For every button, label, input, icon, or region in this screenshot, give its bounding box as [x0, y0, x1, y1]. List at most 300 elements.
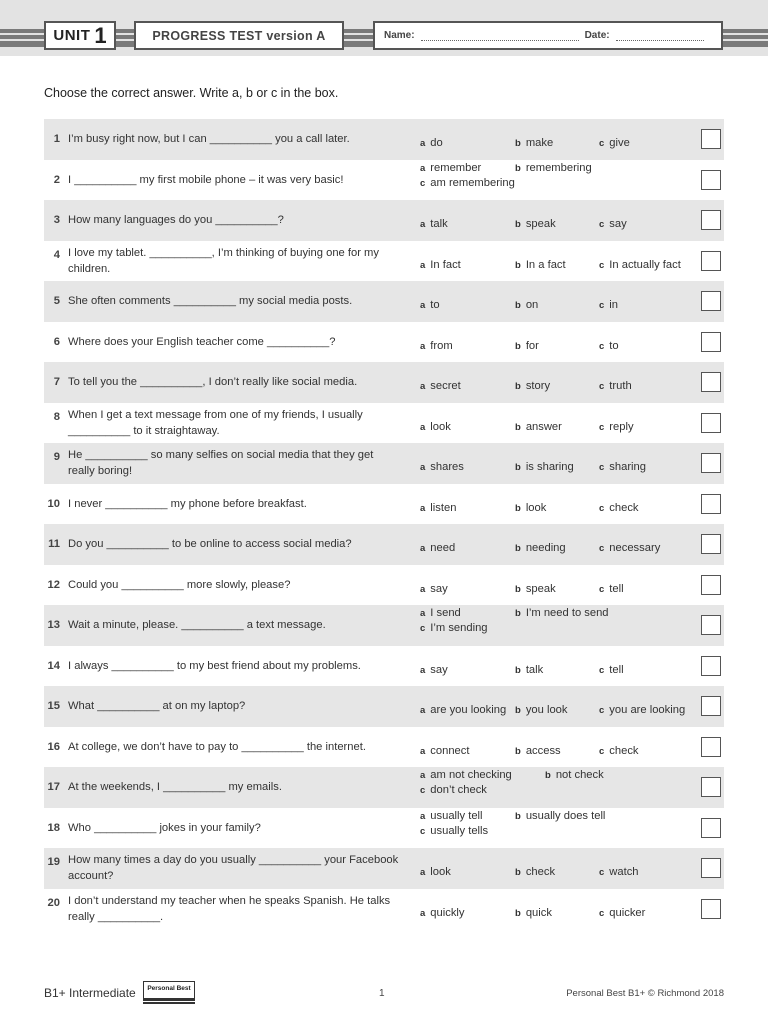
- option-a: [420, 137, 443, 149]
- header-stripe: [344, 29, 373, 47]
- option-letter: b: [515, 259, 521, 271]
- option-a: [420, 583, 448, 595]
- question-row: [44, 767, 724, 808]
- option-text: from: [430, 339, 453, 352]
- question-row: [44, 524, 724, 565]
- option-text: secret: [430, 380, 461, 392]
- unit-label: UNIT: [53, 27, 91, 44]
- option-text: do: [430, 137, 443, 149]
- question-row: [44, 686, 724, 727]
- option-text: story: [525, 380, 551, 392]
- option-b: [515, 162, 592, 174]
- question-text: At the weekends, I __________ my emails.: [68, 781, 282, 794]
- answer-options: [420, 281, 720, 322]
- question-row: [44, 646, 724, 687]
- option-text: make: [525, 137, 554, 149]
- option-text: check: [609, 501, 639, 514]
- question-text: She often comments __________ my social media posts.: [68, 295, 353, 308]
- option-c: [599, 137, 630, 149]
- question-text: Could you __________ more slowly, please?: [68, 578, 291, 591]
- question-text: When I get a text message from one of my friends, I usually __________ to it straightaway.: [68, 408, 363, 437]
- option-letter: a: [420, 770, 426, 781]
- option-c: [420, 177, 515, 189]
- option-text: look: [525, 501, 547, 514]
- question-number: 15: [47, 700, 60, 713]
- option-c: [599, 340, 619, 352]
- option-text: say: [609, 218, 627, 230]
- option-a: [420, 502, 456, 514]
- option-letter: c: [599, 340, 605, 352]
- option-letter: b: [515, 300, 521, 311]
- option-letter: a: [420, 219, 426, 230]
- option-text: tell: [609, 663, 624, 676]
- option-b: [515, 583, 556, 595]
- option-b: [515, 299, 538, 311]
- option-a: [420, 810, 483, 822]
- option-c: [599, 380, 632, 392]
- answer-box[interactable]: [701, 291, 721, 311]
- option-a: [420, 380, 461, 392]
- option-text: for: [525, 339, 539, 352]
- question-text: I never __________ my phone before breakfast.: [68, 497, 307, 510]
- question-row: [44, 200, 724, 241]
- option-text: not check: [555, 769, 604, 781]
- option-text: in: [609, 299, 619, 311]
- option-letter: b: [515, 162, 521, 174]
- option-letter: b: [515, 664, 521, 676]
- question-row: [44, 808, 724, 849]
- answer-options: [420, 200, 720, 241]
- option-c: [599, 583, 624, 595]
- answer-options: [420, 484, 720, 525]
- header-stripe: [723, 29, 768, 47]
- option-letter: c: [599, 664, 605, 676]
- option-letter: b: [515, 138, 521, 149]
- option-text: usually tells: [430, 824, 489, 837]
- question-row: [44, 605, 724, 646]
- option-a: [420, 218, 448, 230]
- question-row: [44, 160, 724, 201]
- option-text: look: [430, 420, 451, 433]
- answer-box[interactable]: [701, 372, 721, 392]
- option-c: [599, 866, 639, 878]
- option-b: [515, 259, 566, 271]
- option-letter: a: [420, 502, 426, 514]
- option-text: access: [525, 744, 561, 757]
- option-a: [420, 704, 506, 716]
- question-text: Where does your English teacher come __________?: [68, 335, 336, 348]
- unit-badge: [44, 21, 116, 50]
- option-text: you look: [525, 704, 568, 716]
- question-row: [44, 403, 724, 444]
- option-b: [515, 421, 562, 433]
- question-number: 1: [53, 133, 60, 146]
- option-c: [599, 542, 660, 554]
- question-text: To tell you the __________, I don’t really like social media.: [68, 376, 358, 389]
- option-text: look: [430, 866, 451, 878]
- answer-box[interactable]: [701, 251, 721, 271]
- option-c: [599, 502, 639, 514]
- personal-best-logo: [143, 981, 195, 1005]
- option-c: [420, 825, 488, 837]
- option-text: is sharing: [525, 461, 574, 473]
- option-text: say: [430, 582, 448, 595]
- option-b: [515, 340, 539, 352]
- answer-box[interactable]: [701, 737, 721, 757]
- question-row: [44, 322, 724, 363]
- question-row: [44, 889, 724, 930]
- answer-options: [420, 241, 720, 282]
- option-c: [420, 784, 487, 796]
- answer-box[interactable]: [701, 210, 721, 230]
- option-b: [515, 664, 543, 676]
- question-row: [44, 727, 724, 768]
- question-row: [44, 443, 724, 484]
- option-letter: c: [420, 623, 426, 634]
- option-a: [420, 866, 451, 878]
- option-text: usually does tell: [525, 809, 606, 822]
- question-text: What __________ at on my laptop?: [68, 700, 246, 713]
- option-letter: b: [515, 340, 521, 352]
- question-number: 7: [53, 376, 60, 389]
- option-text: remembering: [525, 161, 592, 174]
- option-letter: a: [420, 583, 426, 595]
- option-letter: c: [599, 259, 605, 271]
- option-b: [515, 745, 561, 757]
- option-letter: b: [515, 421, 521, 433]
- footer-level: B1+ Intermediate: [44, 986, 136, 1000]
- option-c: [599, 664, 624, 676]
- option-letter: a: [420, 608, 426, 619]
- option-letter: a: [420, 259, 426, 271]
- option-a: [420, 259, 461, 271]
- option-a: [420, 299, 440, 311]
- option-text: quickly: [430, 906, 465, 919]
- option-letter: a: [420, 381, 426, 392]
- option-letter: c: [599, 502, 605, 514]
- option-c: [599, 745, 639, 757]
- option-letter: b: [515, 745, 521, 757]
- svg-text:Personal Best: Personal Best: [147, 985, 191, 992]
- answer-box[interactable]: [701, 615, 721, 635]
- question-text: At college, we don’t have to pay to __________ the internet.: [68, 740, 366, 753]
- page-number: 1: [379, 988, 385, 999]
- option-c: [599, 218, 627, 230]
- option-c: [599, 299, 618, 311]
- answer-box[interactable]: [701, 899, 721, 919]
- option-letter: c: [599, 381, 605, 392]
- question-row: [44, 241, 724, 282]
- option-text: am remembering: [430, 176, 515, 189]
- answer-options: [420, 362, 720, 403]
- answer-box[interactable]: [701, 170, 721, 190]
- option-letter: c: [599, 219, 605, 230]
- option-letter: c: [420, 177, 426, 189]
- question-number: 19: [47, 856, 60, 868]
- option-b: [515, 866, 555, 878]
- option-text: quicker: [609, 906, 646, 919]
- option-text: don’t check: [430, 784, 487, 796]
- option-a: [420, 162, 481, 174]
- question-table: [44, 119, 724, 929]
- question-number: 11: [48, 538, 60, 551]
- option-letter: c: [599, 867, 605, 878]
- question-number: 6: [53, 335, 60, 348]
- option-letter: b: [515, 462, 521, 473]
- option-b: [515, 218, 556, 230]
- question-text: How many languages do you __________?: [68, 214, 284, 227]
- answer-options: [420, 160, 720, 201]
- option-letter: b: [515, 502, 521, 514]
- option-a: [420, 607, 461, 619]
- option-a: [420, 340, 453, 352]
- option-letter: a: [420, 421, 426, 433]
- question-text: I always __________ to my best friend about my problems.: [68, 659, 361, 672]
- option-letter: a: [420, 705, 426, 716]
- option-text: truth: [609, 380, 632, 392]
- answer-box[interactable]: [701, 494, 721, 514]
- option-text: on: [525, 299, 539, 311]
- option-text: I send: [430, 607, 461, 619]
- instructions: Choose the correct answer. Write a, b or c in the box.: [44, 86, 339, 100]
- answer-options: [420, 686, 720, 727]
- option-text: watch: [609, 866, 639, 878]
- question-text: I don’t understand my teacher when he speaks Spanish. He talks really __________.: [68, 894, 391, 923]
- option-letter: b: [515, 381, 521, 392]
- option-text: I’m need to send: [525, 607, 609, 619]
- answer-box[interactable]: [701, 534, 721, 554]
- question-row: [44, 848, 724, 889]
- option-a: [420, 542, 455, 554]
- answer-options: [420, 443, 720, 484]
- option-text: I’m sending: [430, 622, 488, 634]
- option-text: talk: [430, 218, 448, 230]
- option-b: [515, 380, 550, 392]
- option-text: to: [430, 299, 440, 311]
- unit-number: 1: [94, 22, 107, 48]
- answer-options: [420, 808, 720, 849]
- answer-options: [420, 403, 720, 444]
- option-text: answer: [525, 420, 562, 433]
- answer-options: [420, 119, 720, 160]
- option-text: tell: [609, 582, 624, 595]
- header-stripe: [116, 29, 134, 47]
- option-text: listen: [430, 501, 457, 514]
- option-letter: b: [515, 705, 521, 716]
- option-c: [420, 622, 488, 634]
- question-number: 18: [47, 821, 60, 834]
- option-letter: b: [515, 907, 521, 919]
- answer-options: [420, 889, 720, 930]
- answer-box[interactable]: [701, 696, 721, 716]
- question-number: 8: [53, 410, 60, 423]
- question-number: 5: [53, 295, 60, 308]
- option-b: [515, 704, 567, 716]
- option-letter: c: [599, 300, 605, 311]
- option-letter: a: [420, 810, 426, 822]
- name-field[interactable]: [421, 30, 579, 41]
- option-text: need: [430, 542, 456, 554]
- question-number: 14: [47, 659, 60, 672]
- option-c: [599, 421, 634, 433]
- option-b: [545, 769, 604, 781]
- option-text: remember: [430, 161, 482, 174]
- option-letter: b: [515, 867, 521, 878]
- answer-options: [420, 646, 720, 687]
- question-text: I __________ my first mobile phone – it was very basic!: [68, 173, 344, 186]
- option-b: [515, 461, 574, 473]
- option-letter: a: [420, 300, 426, 311]
- option-letter: c: [599, 745, 605, 757]
- option-text: shares: [430, 461, 464, 473]
- name-label: Name:: [384, 30, 415, 41]
- question-number: 2: [53, 173, 60, 186]
- question-number: 17: [47, 781, 60, 794]
- answer-box[interactable]: [701, 453, 721, 473]
- question-row: [44, 484, 724, 525]
- option-c: [599, 907, 645, 919]
- answer-box[interactable]: [701, 818, 721, 838]
- option-text: speak: [525, 218, 556, 230]
- option-letter: b: [515, 583, 521, 595]
- name-date-box: [373, 21, 723, 50]
- answer-options: [420, 605, 720, 646]
- answer-options: [420, 565, 720, 606]
- option-letter: a: [420, 462, 426, 473]
- option-text: am not checking: [430, 769, 512, 781]
- option-text: connect: [430, 744, 470, 757]
- option-a: [420, 461, 464, 473]
- option-text: reply: [609, 420, 634, 433]
- option-text: quick: [525, 906, 552, 919]
- answer-box[interactable]: [701, 575, 721, 595]
- question-number: 4: [53, 248, 60, 261]
- answer-box[interactable]: [701, 656, 721, 676]
- option-text: check: [609, 744, 639, 757]
- question-number: 10: [47, 497, 60, 510]
- option-letter: a: [420, 543, 426, 554]
- option-letter: a: [420, 745, 426, 757]
- option-a: [420, 421, 451, 433]
- option-letter: b: [515, 608, 521, 619]
- option-letter: a: [420, 867, 426, 878]
- answer-box[interactable]: [701, 129, 721, 149]
- question-text: I love my tablet. __________, I’m thinking of buying one for my children.: [68, 246, 379, 275]
- option-letter: c: [599, 583, 605, 595]
- option-letter: b: [515, 543, 521, 554]
- option-letter: c: [599, 421, 605, 433]
- option-text: needing: [525, 542, 566, 554]
- option-letter: a: [420, 664, 426, 676]
- answer-options: [420, 767, 720, 808]
- option-text: to: [609, 339, 619, 352]
- option-text: In fact: [430, 258, 461, 271]
- answer-box[interactable]: [701, 858, 721, 878]
- option-text: say: [430, 663, 448, 676]
- header-stripe: [0, 29, 44, 47]
- question-number: 12: [47, 578, 60, 591]
- answer-options: [420, 524, 720, 565]
- question-row: [44, 362, 724, 403]
- question-number: 16: [47, 740, 60, 753]
- option-a: [420, 745, 469, 757]
- option-text: give: [609, 137, 630, 149]
- question-text: How many times a day do you usually __________ your Facebook account?: [68, 854, 399, 882]
- option-c: [599, 461, 646, 473]
- option-b: [515, 542, 566, 554]
- option-text: check: [525, 866, 556, 878]
- option-letter: c: [599, 907, 605, 919]
- option-letter: a: [420, 138, 426, 149]
- answer-box[interactable]: [701, 777, 721, 797]
- option-letter: c: [599, 138, 605, 149]
- option-letter: c: [599, 462, 605, 473]
- option-b: [515, 907, 552, 919]
- option-text: you are looking: [609, 704, 686, 716]
- question-text: Who __________ jokes in your family?: [68, 821, 261, 834]
- date-label: Date:: [584, 30, 610, 41]
- answer-box[interactable]: [701, 332, 721, 352]
- option-text: talk: [525, 663, 544, 676]
- option-text: In a fact: [525, 258, 566, 271]
- question-text: Do you __________ to be online to access social media?: [68, 538, 352, 551]
- option-letter: b: [515, 219, 521, 230]
- option-letter: c: [599, 705, 605, 716]
- question-number: 9: [53, 451, 60, 463]
- question-number: 3: [53, 214, 60, 227]
- option-letter: c: [420, 825, 426, 837]
- option-letter: b: [515, 810, 521, 822]
- option-text: necessary: [609, 542, 661, 554]
- option-text: speak: [525, 582, 556, 595]
- question-row: [44, 281, 724, 322]
- question-text: Wait a minute, please. __________ a text message.: [68, 619, 326, 632]
- answer-box[interactable]: [701, 413, 721, 433]
- option-b: [515, 810, 605, 822]
- option-b: [515, 137, 553, 149]
- option-letter: c: [599, 543, 605, 554]
- test-title: PROGRESS TEST version A: [134, 21, 344, 50]
- option-letter: c: [420, 785, 426, 796]
- option-letter: b: [545, 770, 551, 781]
- answer-options: [420, 848, 720, 889]
- question-row: [44, 119, 724, 160]
- option-b: [515, 607, 609, 619]
- answer-options: [420, 322, 720, 363]
- option-text: are you looking: [430, 704, 507, 716]
- option-text: sharing: [609, 461, 646, 473]
- footer-copyright: Personal Best B1+ © Richmond 2018: [566, 988, 724, 999]
- option-a: [420, 769, 512, 781]
- date-field[interactable]: [616, 30, 704, 41]
- option-a: [420, 664, 448, 676]
- option-b: [515, 502, 546, 514]
- question-text: He __________ so many selfies on social media that they get really boring!: [68, 449, 374, 477]
- question-row: [44, 565, 724, 606]
- answer-options: [420, 727, 720, 768]
- option-text: usually tell: [430, 809, 483, 822]
- option-c: [599, 259, 681, 271]
- option-a: [420, 907, 465, 919]
- question-text: I’m busy right now, but I can __________ you a call later.: [68, 133, 350, 146]
- option-c: [599, 704, 685, 716]
- option-letter: a: [420, 340, 426, 352]
- option-letter: a: [420, 907, 426, 919]
- option-letter: a: [420, 162, 426, 174]
- question-number: 20: [47, 896, 60, 909]
- question-number: 13: [47, 619, 60, 632]
- option-text: In actually fact: [609, 258, 681, 271]
